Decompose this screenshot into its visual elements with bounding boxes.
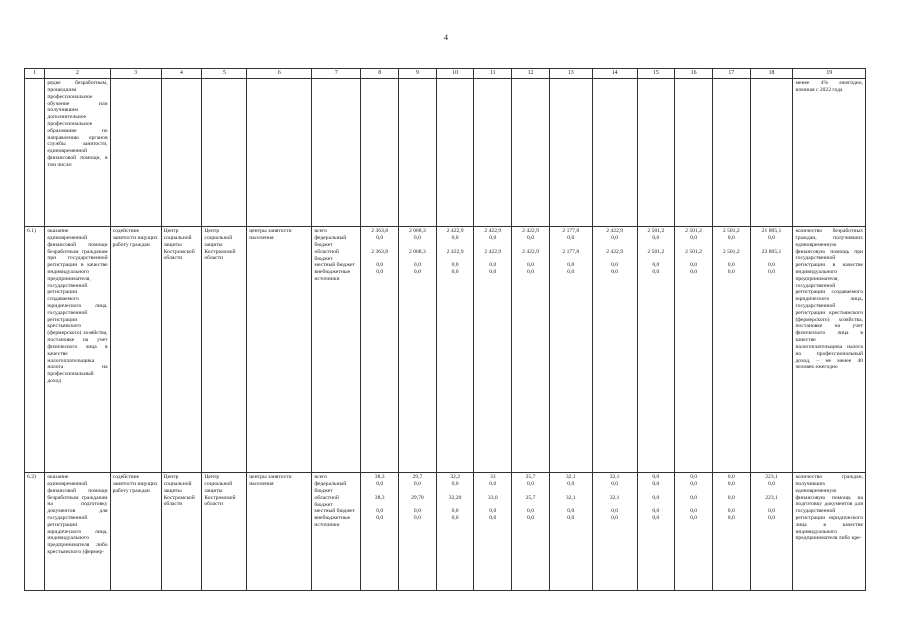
funding-value: 32,1	[609, 474, 620, 481]
funding-value: 0,0	[727, 481, 735, 488]
funding-value: 2 501,2	[685, 248, 702, 255]
funding-value: 0,0	[527, 508, 534, 515]
funding-values	[637, 227, 675, 473]
funding-value: 0,0	[768, 481, 776, 488]
funding-value: 0,0	[489, 235, 497, 242]
funding-value: 25,7	[525, 494, 536, 501]
funding-value: 223,1	[765, 474, 778, 481]
column-number: 16	[675, 69, 713, 79]
funding-value: 25,7	[525, 474, 536, 481]
funding-source-label: федеральный бюджет	[314, 235, 347, 248]
funding-source-label: внебюджетные источники	[314, 515, 351, 529]
funding-value: 32,1	[565, 494, 576, 501]
funding-value: 0,0	[768, 508, 776, 515]
funding-values	[436, 227, 474, 473]
column-number: 6	[247, 69, 312, 79]
funding-value: 2 422,9	[606, 248, 623, 255]
funding-value: 2 177,8	[562, 248, 580, 255]
funding-value: 0,0	[567, 262, 575, 269]
funding-source-label: местный бюджет	[314, 262, 355, 269]
column-number: 3	[110, 69, 161, 79]
funding-values	[675, 227, 713, 473]
funding-value: 0,0	[489, 269, 497, 276]
funding-value: 2 177,8	[562, 228, 580, 235]
funding-value: 0,0	[611, 515, 619, 522]
funding-value: 0,0	[451, 262, 459, 269]
funding-value: 0,0	[567, 269, 575, 276]
funding-source-label: местный бюджет	[314, 508, 355, 515]
funding-value: 0,0	[768, 269, 776, 276]
measure-name: оказание единовременной финансовой помощи безработным гражданам на подготовку документов для государственной регистрации юридического лица, индивидуального предпринимателя либо крестьянского (фермер-	[45, 473, 110, 591]
funding-source-label: внебюджетные источники	[314, 269, 351, 283]
funding-value: 23 805,1	[761, 248, 782, 255]
column-number: 8	[361, 69, 399, 79]
funding-value: 0,0	[690, 235, 698, 242]
column-number: 19	[793, 69, 866, 79]
column-number: 4	[161, 69, 202, 79]
funding-value: 32,20	[448, 494, 462, 501]
funding-value: 2 501,2	[647, 248, 665, 255]
funding-value: 0,0	[690, 515, 698, 522]
funding-value: 2 422,9	[446, 248, 464, 255]
funding-sources	[312, 227, 361, 473]
funding-values	[712, 227, 750, 473]
funding-value: 0,0	[527, 515, 534, 522]
program-table	[24, 68, 866, 591]
funding-value: 0,0	[768, 235, 776, 242]
co-executor: Центр социальной защиты Костромской области	[202, 473, 247, 591]
co-executor: Центр социальной защиты Костромской области	[202, 227, 247, 473]
funding-value: 0,0	[376, 481, 384, 488]
program-row	[25, 473, 866, 591]
funding-source-label: всего	[314, 474, 328, 481]
participants: центры занятости населения	[247, 227, 312, 473]
funding-value: 0,0	[567, 508, 575, 515]
funding-value: 32,2	[450, 474, 460, 481]
measure-purpose: содействие занятости ищущих работу граждан	[110, 473, 161, 591]
funding-values	[399, 473, 437, 591]
column-number: 12	[512, 69, 550, 79]
funding-value: 0,0	[527, 262, 534, 269]
funding-value: 0,0	[376, 262, 384, 269]
funding-value: 0,0	[451, 515, 459, 522]
funding-value: 2 501,2	[685, 228, 702, 235]
program-row	[25, 227, 866, 473]
funding-value: 0,0	[527, 481, 534, 488]
funding-sources	[312, 473, 361, 591]
funding-value: 0,0	[451, 269, 459, 276]
funding-value: 0,0	[690, 269, 698, 276]
funding-value: 0,0	[690, 474, 698, 481]
funding-value: 0,0	[690, 494, 698, 501]
funding-value: 0,0	[690, 262, 698, 269]
continued-indicator-text: менее 4% ежегодно, начиная с 2022 года	[793, 79, 866, 227]
funding-values	[436, 473, 474, 591]
column-number: 11	[474, 69, 512, 79]
funding-value: 0,0	[527, 235, 534, 242]
funding-value: 2 422,9	[484, 228, 502, 235]
funding-values	[474, 473, 512, 591]
funding-values	[675, 473, 713, 591]
funding-value: 0,0	[727, 515, 735, 522]
funding-value: 2 422,9	[522, 228, 539, 235]
continued-row	[25, 79, 866, 227]
page-number: 4	[444, 33, 448, 42]
funding-value: 0,0	[652, 481, 660, 488]
measure-purpose: содействие занятости ищущих работу граждан	[110, 227, 161, 473]
funding-values	[637, 473, 675, 591]
row-id: 6.2)	[25, 473, 45, 591]
funding-value: 2 422,9	[484, 248, 502, 255]
funding-value: 0,0	[567, 515, 575, 522]
funding-value: 0,0	[611, 262, 619, 269]
funding-value: 29,70	[411, 494, 424, 501]
funding-value: 0,0	[376, 269, 384, 276]
funding-values	[361, 227, 399, 473]
target-indicator: количество граждан, получивших единовременную финансовую помощь на подготовку документов для государственной регистрации юридического лица в качестве индивидуального предпринимателя либо кре-	[793, 473, 866, 591]
target-indicator: количество безработных граждан, получивших единовременную финансовую помощь при государственной регистрации в качестве индивидуального предпринимателя, государственной регистрации создаваемого юридического лица, государственной регистрации крестьянского (фермерского) хозяйства, постановке на учет физического лица в качестве налогоплательщика налога на профессиональный доход, – не менее 40 человек ежегодно	[793, 227, 866, 473]
funding-values	[592, 227, 637, 473]
funding-value: 32,1	[565, 474, 576, 481]
column-number: 14	[592, 69, 637, 79]
funding-source-label: федеральный бюджет	[314, 481, 347, 494]
funding-source-label: областной бюджет	[314, 494, 339, 508]
funding-value: 0,0	[413, 269, 421, 276]
column-number: 9	[399, 69, 437, 79]
funding-value: 2 501,2	[647, 228, 665, 235]
funding-values	[512, 227, 550, 473]
funding-value: 0,0	[376, 235, 384, 242]
funding-value: 0,0	[727, 269, 735, 276]
funding-value: 33,0	[487, 494, 498, 501]
funding-values	[512, 473, 550, 591]
funding-values	[750, 227, 793, 473]
executor: Центр социальной защиты Костромской области	[161, 473, 202, 591]
funding-values	[399, 227, 437, 473]
funding-value: 0,0	[413, 235, 421, 242]
funding-values	[549, 227, 592, 473]
funding-value: 2 501,2	[722, 248, 740, 255]
funding-value: 0,0	[652, 474, 660, 481]
funding-value: 0,0	[489, 481, 497, 488]
funding-values	[361, 473, 399, 591]
funding-value: 0,0	[611, 481, 619, 488]
funding-value: 0,0	[690, 481, 698, 488]
measure-name: оказание единовременной финансовой помощи безработным гражданам при государственной регистрации в качестве индивидуального предпринимателя, государственной регистрации создаваемого юридического лица, государственной регистрации крестьянского (фермерского) хозяйства, постановке на учет физического лица в качестве налогоплательщика налога на профессиональный доход	[45, 227, 110, 473]
funding-value: 0,0	[727, 494, 735, 501]
funding-value: 0,0	[376, 508, 384, 515]
funding-values	[474, 227, 512, 473]
funding-value: 2 068,3	[409, 248, 426, 255]
funding-value: 0,0	[768, 262, 776, 269]
continued-name-text: рядке безработным, прошедшим профессиональное обучение или получившим дополнительное профессиональное образование по направлению органов службы занятости, единовременной финансовой помощи, в том числе:	[45, 79, 110, 227]
funding-value: 2 422,9	[606, 228, 623, 235]
funding-value: 0,0	[413, 481, 421, 488]
column-number: 18	[750, 69, 793, 79]
executor: Центр социальной защиты Костромской области	[161, 227, 202, 473]
column-number: 5	[202, 69, 247, 79]
funding-value: 2 422,9	[522, 248, 539, 255]
funding-value: 0,0	[652, 235, 660, 242]
funding-value: 0,0	[413, 515, 421, 522]
funding-value: 2 363,8	[371, 228, 389, 235]
column-number: 7	[312, 69, 361, 79]
funding-value: 0,0	[768, 515, 776, 522]
funding-value: 2 068,3	[409, 228, 426, 235]
funding-value: 0,0	[489, 262, 497, 269]
funding-value: 0,0	[727, 474, 735, 481]
funding-value: 21 805,1	[761, 228, 782, 235]
funding-value: 0,0	[611, 508, 619, 515]
funding-value: 0,0	[567, 481, 575, 488]
column-number: 1	[25, 69, 45, 79]
funding-value: 0,0	[652, 515, 660, 522]
participants: центры занятости населения	[247, 473, 312, 591]
funding-value: 0,0	[489, 508, 497, 515]
funding-value: 2 422,9	[446, 228, 464, 235]
funding-value: 38,3	[374, 494, 385, 501]
funding-value: 0,0	[727, 235, 735, 242]
column-number: 13	[549, 69, 592, 79]
row-id: 6.1)	[25, 227, 45, 473]
column-number: 15	[637, 69, 675, 79]
funding-source-label: всего	[314, 228, 328, 235]
funding-value: 0,0	[652, 262, 660, 269]
column-number: 2	[45, 69, 110, 79]
funding-value: 0,0	[652, 494, 660, 501]
funding-value: 0,0	[376, 515, 384, 522]
funding-value: 0,0	[611, 269, 619, 276]
funding-value: 2 363,8	[371, 248, 389, 255]
funding-value: 0,0	[451, 481, 459, 488]
funding-value: 0,0	[489, 515, 497, 522]
funding-value: 32,1	[609, 494, 620, 501]
funding-value: 33	[490, 474, 496, 481]
funding-value: 0,0	[727, 262, 735, 269]
funding-value: 0,0	[413, 262, 421, 269]
funding-value: 0,0	[690, 508, 698, 515]
funding-values	[592, 473, 637, 591]
funding-value: 2 501,2	[722, 228, 740, 235]
funding-value: 38,3	[374, 474, 385, 481]
funding-values	[549, 473, 592, 591]
column-number: 17	[712, 69, 750, 79]
funding-value: 0,0	[527, 269, 534, 276]
funding-value: 29,7	[412, 474, 423, 481]
funding-source-label: областной бюджет	[314, 248, 339, 262]
funding-value: 0,0	[727, 508, 735, 515]
funding-values	[750, 473, 793, 591]
funding-value: 0,0	[413, 508, 421, 515]
funding-value: 0,0	[451, 235, 459, 242]
funding-value: 0,0	[611, 235, 619, 242]
column-number: 10	[436, 69, 474, 79]
funding-value: 0,0	[451, 508, 459, 515]
funding-value: 0,0	[652, 508, 660, 515]
funding-values	[712, 473, 750, 591]
column-number-row	[25, 69, 866, 79]
funding-value: 0,0	[652, 269, 660, 276]
funding-value: 223,1	[765, 494, 778, 501]
funding-value: 0,0	[567, 235, 575, 242]
